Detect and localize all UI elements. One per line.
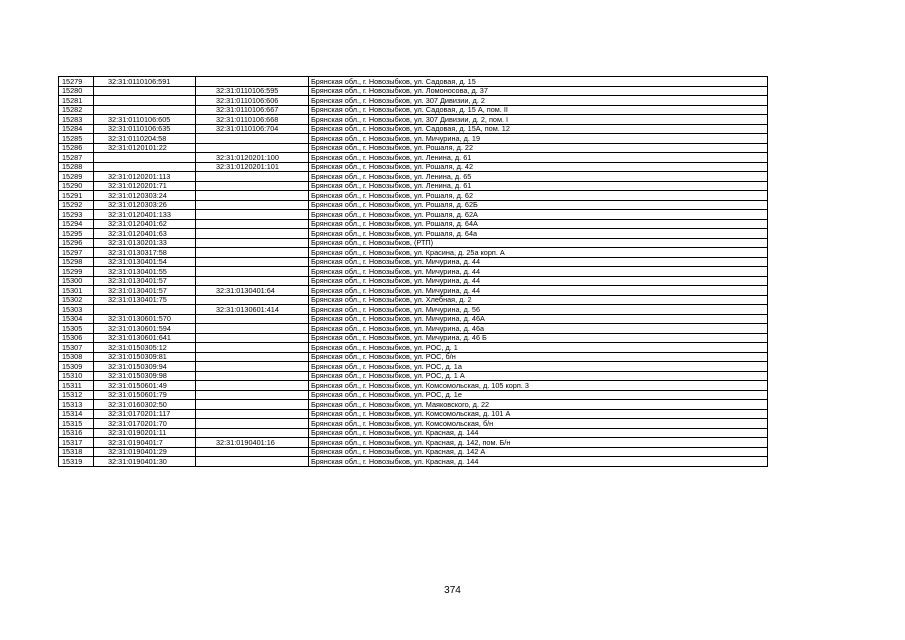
table-row — [59, 352, 768, 362]
cadastral-number-cell: 32:31:0190401:29 — [94, 447, 196, 457]
address-cell: Брянская обл., г. Новозыбков, ул. Мичурина, д. 46А — [309, 314, 768, 324]
row-number-cell: 15290 — [59, 181, 94, 191]
table-row — [59, 314, 768, 324]
table-row — [59, 172, 768, 182]
row-number-cell: 15289 — [59, 172, 94, 182]
row-number-cell: 15294 — [59, 219, 94, 229]
related-cadastral-number-cell — [196, 210, 309, 220]
row-number-cell: 15304 — [59, 314, 94, 324]
cadastral-number-cell — [94, 105, 196, 115]
table-row — [59, 428, 768, 438]
address-cell: Брянская обл., г. Новозыбков, ул. РОС, д. 1е — [309, 390, 768, 400]
address-cell: Брянская обл., г. Новозыбков, ул. Садовая, д. 15 — [309, 77, 768, 87]
address-cell: Брянская обл., г. Новозыбков, ул. Мичурина, д. 46 Б — [309, 333, 768, 343]
table-row — [59, 77, 768, 87]
related-cadastral-number-cell: 32:31:0120201:101 — [196, 162, 309, 172]
row-number-cell: 15295 — [59, 229, 94, 239]
address-cell: Брянская обл., г. Новозыбков, (РТП) — [309, 238, 768, 248]
address-cell: Брянская обл., г. Новозыбков, ул. Мичурина, д. 44 — [309, 286, 768, 296]
address-cell: Брянская обл., г. Новозыбков, ул. Ленина, д. 65 — [309, 172, 768, 182]
cadastral-number-cell: 32:31:0150601:79 — [94, 390, 196, 400]
table-row — [59, 248, 768, 258]
table-row — [59, 124, 768, 134]
table-row — [59, 238, 768, 248]
cadastral-number-cell: 32:31:0110106:591 — [94, 77, 196, 87]
address-cell: Брянская обл., г. Новозыбков, ул. Красная, д. 142 А — [309, 447, 768, 457]
row-number-cell: 15281 — [59, 96, 94, 106]
table-row — [59, 86, 768, 96]
cadastral-number-cell: 32:31:0150305:12 — [94, 343, 196, 353]
related-cadastral-number-cell — [196, 276, 309, 286]
table-row — [59, 438, 768, 448]
related-cadastral-number-cell — [196, 172, 309, 182]
cadastral-number-cell: 32:31:0130401:57 — [94, 286, 196, 296]
cadastral-number-cell: 32:31:0130401:57 — [94, 276, 196, 286]
table-row — [59, 371, 768, 381]
row-number-cell: 15317 — [59, 438, 94, 448]
row-number-cell: 15302 — [59, 295, 94, 305]
row-number-cell: 15282 — [59, 105, 94, 115]
cadastral-number-cell: 32:31:0190201:11 — [94, 428, 196, 438]
table-row — [59, 143, 768, 153]
row-number-cell: 15279 — [59, 77, 94, 87]
address-cell: Брянская обл., г. Новозыбков, ул. Ломоносова, д. 37 — [309, 86, 768, 96]
related-cadastral-number-cell — [196, 77, 309, 87]
registry-table — [58, 76, 768, 467]
table-row — [59, 162, 768, 172]
row-number-cell: 15305 — [59, 324, 94, 334]
address-cell: Брянская обл., г. Новозыбков, ул. Мичурина, д. 19 — [309, 134, 768, 144]
address-cell: Брянская обл., г. Новозыбков, ул. Рошаля, д. 64а — [309, 229, 768, 239]
address-cell: Брянская обл., г. Новозыбков, ул. Комсомольская, д. 105 корп. 3 — [309, 381, 768, 391]
related-cadastral-number-cell — [196, 248, 309, 258]
address-cell: Брянская обл., г. Новозыбков, ул. 307 Дивизии, д. 2 — [309, 96, 768, 106]
cadastral-number-cell: 32:31:0110204:58 — [94, 134, 196, 144]
cadastral-number-cell: 32:31:0150309:81 — [94, 352, 196, 362]
related-cadastral-number-cell: 32:31:0110106:595 — [196, 86, 309, 96]
address-cell: Брянская обл., г. Новозыбков, ул. Красная, д. 144 — [309, 428, 768, 438]
address-cell: Брянская обл., г. Новозыбков, ул. Комсомольская, д. 101 А — [309, 409, 768, 419]
cadastral-number-cell — [94, 86, 196, 96]
cadastral-number-cell: 32:31:0150309:98 — [94, 371, 196, 381]
address-cell: Брянская обл., г. Новозыбков, ул. Хлебная, д. 2 — [309, 295, 768, 305]
table-row — [59, 333, 768, 343]
cadastral-number-cell: 32:31:0120401:62 — [94, 219, 196, 229]
cadastral-number-cell: 32:31:0130401:55 — [94, 267, 196, 277]
related-cadastral-number-cell — [196, 314, 309, 324]
table-row — [59, 115, 768, 125]
related-cadastral-number-cell — [196, 295, 309, 305]
table-row — [59, 276, 768, 286]
table-row — [59, 229, 768, 239]
row-number-cell: 15319 — [59, 457, 94, 467]
row-number-cell: 15284 — [59, 124, 94, 134]
row-number-cell: 15285 — [59, 134, 94, 144]
cadastral-number-cell: 32:31:0120401:133 — [94, 210, 196, 220]
table-row — [59, 267, 768, 277]
table-row — [59, 324, 768, 334]
table-row — [59, 295, 768, 305]
address-cell: Брянская обл., г. Новозыбков, ул. Мичурина, д. 44 — [309, 267, 768, 277]
address-cell: Брянская обл., г. Новозыбков, ул. Рошаля, д. 22 — [309, 143, 768, 153]
address-cell: Брянская обл., г. Новозыбков, ул. Ленина, д. 61 — [309, 181, 768, 191]
row-number-cell: 15309 — [59, 362, 94, 372]
row-number-cell: 15293 — [59, 210, 94, 220]
table-row — [59, 219, 768, 229]
table-row — [59, 447, 768, 457]
related-cadastral-number-cell: 32:31:0130401:64 — [196, 286, 309, 296]
row-number-cell: 15311 — [59, 381, 94, 391]
related-cadastral-number-cell — [196, 333, 309, 343]
related-cadastral-number-cell — [196, 371, 309, 381]
related-cadastral-number-cell — [196, 390, 309, 400]
table-row — [59, 134, 768, 144]
row-number-cell: 15291 — [59, 191, 94, 201]
related-cadastral-number-cell — [196, 381, 309, 391]
table-row — [59, 257, 768, 267]
related-cadastral-number-cell — [196, 343, 309, 353]
cadastral-number-cell: 32:31:0130601:594 — [94, 324, 196, 334]
related-cadastral-number-cell: 32:31:0110106:606 — [196, 96, 309, 106]
table-row — [59, 181, 768, 191]
related-cadastral-number-cell — [196, 181, 309, 191]
row-number-cell: 15312 — [59, 390, 94, 400]
related-cadastral-number-cell: 32:31:0120201:100 — [196, 153, 309, 163]
cadastral-number-cell: 32:31:0170201:70 — [94, 419, 196, 429]
row-number-cell: 15283 — [59, 115, 94, 125]
row-number-cell: 15315 — [59, 419, 94, 429]
address-cell: Брянская обл., г. Новозыбков, ул. Мичурина, д. 44 — [309, 257, 768, 267]
address-cell: Брянская обл., г. Новозыбков, ул. Рошаля, д. 62А — [309, 210, 768, 220]
table-row — [59, 200, 768, 210]
related-cadastral-number-cell — [196, 419, 309, 429]
related-cadastral-number-cell — [196, 324, 309, 334]
cadastral-number-cell — [94, 96, 196, 106]
related-cadastral-number-cell — [196, 143, 309, 153]
related-cadastral-number-cell — [196, 200, 309, 210]
row-number-cell: 15299 — [59, 267, 94, 277]
address-cell: Брянская обл., г. Новозыбков, ул. Красина, д. 25а корп. А — [309, 248, 768, 258]
registry-table-container — [58, 76, 768, 467]
table-row — [59, 191, 768, 201]
address-cell: Брянская обл., г. Новозыбков, ул. Красная, д. 142, пом. Б/н — [309, 438, 768, 448]
address-cell: Брянская обл., г. Новозыбков, ул. Маяковского, д. 22 — [309, 400, 768, 410]
row-number-cell: 15306 — [59, 333, 94, 343]
address-cell: Брянская обл., г. Новозыбков, ул. Садовая, д. 15А, пом. 12 — [309, 124, 768, 134]
cadastral-number-cell: 32:31:0120303:24 — [94, 191, 196, 201]
cadastral-number-cell: 32:31:0130317:58 — [94, 248, 196, 258]
cadastral-number-cell: 32:31:0120303:26 — [94, 200, 196, 210]
table-row — [59, 105, 768, 115]
table-row — [59, 305, 768, 315]
row-number-cell: 15288 — [59, 162, 94, 172]
related-cadastral-number-cell — [196, 229, 309, 239]
table-row — [59, 419, 768, 429]
related-cadastral-number-cell — [196, 362, 309, 372]
related-cadastral-number-cell: 32:31:0110106:667 — [196, 105, 309, 115]
related-cadastral-number-cell: 32:31:0110106:668 — [196, 115, 309, 125]
address-cell: Брянская обл., г. Новозыбков, ул. Рошаля, д. 42 — [309, 162, 768, 172]
table-row — [59, 210, 768, 220]
cadastral-number-cell — [94, 162, 196, 172]
address-cell: Брянская обл., г. Новозыбков, ул. Красная, д. 144 — [309, 457, 768, 467]
related-cadastral-number-cell: 32:31:0190401:16 — [196, 438, 309, 448]
row-number-cell: 15303 — [59, 305, 94, 315]
address-cell: Брянская обл., г. Новозыбков, ул. 307 Дивизии, д. 2, пом. I — [309, 115, 768, 125]
table-row — [59, 96, 768, 106]
related-cadastral-number-cell — [196, 219, 309, 229]
cadastral-number-cell: 32:31:0130201:33 — [94, 238, 196, 248]
related-cadastral-number-cell — [196, 400, 309, 410]
cadastral-number-cell: 32:31:0170201:117 — [94, 409, 196, 419]
page-number: 374 — [444, 585, 461, 596]
address-cell: Брянская обл., г. Новозыбков, ул. Мичурина, д. 46а — [309, 324, 768, 334]
related-cadastral-number-cell — [196, 191, 309, 201]
row-number-cell: 15314 — [59, 409, 94, 419]
address-cell: Брянская обл., г. Новозыбков, ул. РОС, б/н — [309, 352, 768, 362]
cadastral-number-cell: 32:31:0120101:22 — [94, 143, 196, 153]
row-number-cell: 15308 — [59, 352, 94, 362]
address-cell: Брянская обл., г. Новозыбков, ул. Ленина, д. 61 — [309, 153, 768, 163]
related-cadastral-number-cell — [196, 238, 309, 248]
row-number-cell: 15298 — [59, 257, 94, 267]
row-number-cell: 15286 — [59, 143, 94, 153]
row-number-cell: 15300 — [59, 276, 94, 286]
cadastral-number-cell: 32:31:0190401:30 — [94, 457, 196, 467]
address-cell: Брянская обл., г. Новозыбков, ул. Рошаля, д. 62Б — [309, 200, 768, 210]
related-cadastral-number-cell — [196, 409, 309, 419]
related-cadastral-number-cell — [196, 457, 309, 467]
row-number-cell: 15318 — [59, 447, 94, 457]
row-number-cell: 15313 — [59, 400, 94, 410]
row-number-cell: 15301 — [59, 286, 94, 296]
cadastral-number-cell — [94, 305, 196, 315]
related-cadastral-number-cell: 32:31:0130601:414 — [196, 305, 309, 315]
table-row — [59, 362, 768, 372]
address-cell: Брянская обл., г. Новозыбков, ул. РОС, д. 1а — [309, 362, 768, 372]
row-number-cell: 15316 — [59, 428, 94, 438]
table-row — [59, 286, 768, 296]
cadastral-number-cell: 32:31:0130601:641 — [94, 333, 196, 343]
related-cadastral-number-cell — [196, 447, 309, 457]
cadastral-number-cell: 32:31:0120401:63 — [94, 229, 196, 239]
address-cell: Брянская обл., г. Новозыбков, ул. Рошаля, д. 64А — [309, 219, 768, 229]
address-cell: Брянская обл., г. Новозыбков, ул. РОС, д. 1 — [309, 343, 768, 353]
row-number-cell: 15287 — [59, 153, 94, 163]
cadastral-number-cell: 32:31:0150601:49 — [94, 381, 196, 391]
cadastral-number-cell: 32:31:0110106:605 — [94, 115, 196, 125]
table-row — [59, 343, 768, 353]
cadastral-number-cell: 32:31:0110106:635 — [94, 124, 196, 134]
row-number-cell: 15280 — [59, 86, 94, 96]
related-cadastral-number-cell — [196, 428, 309, 438]
related-cadastral-number-cell — [196, 134, 309, 144]
address-cell: Брянская обл., г. Новозыбков, ул. Комсомольская, б/н — [309, 419, 768, 429]
cadastral-number-cell: 32:31:0130601:570 — [94, 314, 196, 324]
cadastral-number-cell: 32:31:0150309:94 — [94, 362, 196, 372]
address-cell: Брянская обл., г. Новозыбков, ул. РОС, д. 1 А — [309, 371, 768, 381]
address-cell: Брянская обл., г. Новозыбков, ул. Мичурина, д. 56 — [309, 305, 768, 315]
related-cadastral-number-cell — [196, 257, 309, 267]
table-row — [59, 153, 768, 163]
row-number-cell: 15292 — [59, 200, 94, 210]
address-cell: Брянская обл., г. Новозыбков, ул. Рошаля, д. 62 — [309, 191, 768, 201]
table-row — [59, 409, 768, 419]
address-cell: Брянская обл., г. Новозыбков, ул. Мичурина, д. 44 — [309, 276, 768, 286]
related-cadastral-number-cell: 32:31:0110106:704 — [196, 124, 309, 134]
row-number-cell: 15297 — [59, 248, 94, 258]
row-number-cell: 15296 — [59, 238, 94, 248]
table-row — [59, 457, 768, 467]
related-cadastral-number-cell — [196, 267, 309, 277]
cadastral-number-cell — [94, 153, 196, 163]
table-row — [59, 400, 768, 410]
cadastral-number-cell: 32:31:0190401:7 — [94, 438, 196, 448]
row-number-cell: 15307 — [59, 343, 94, 353]
cadastral-number-cell: 32:31:0130401:75 — [94, 295, 196, 305]
cadastral-number-cell: 32:31:0160302:50 — [94, 400, 196, 410]
address-cell: Брянская обл., г. Новозыбков, ул. Садовая, д. 15 А, пом. II — [309, 105, 768, 115]
row-number-cell: 15310 — [59, 371, 94, 381]
cadastral-number-cell: 32:31:0120201:71 — [94, 181, 196, 191]
related-cadastral-number-cell — [196, 352, 309, 362]
table-row — [59, 390, 768, 400]
cadastral-number-cell: 32:31:0130401:54 — [94, 257, 196, 267]
registry-table-body — [59, 77, 768, 467]
cadastral-number-cell: 32:31:0120201:113 — [94, 172, 196, 182]
table-row — [59, 381, 768, 391]
